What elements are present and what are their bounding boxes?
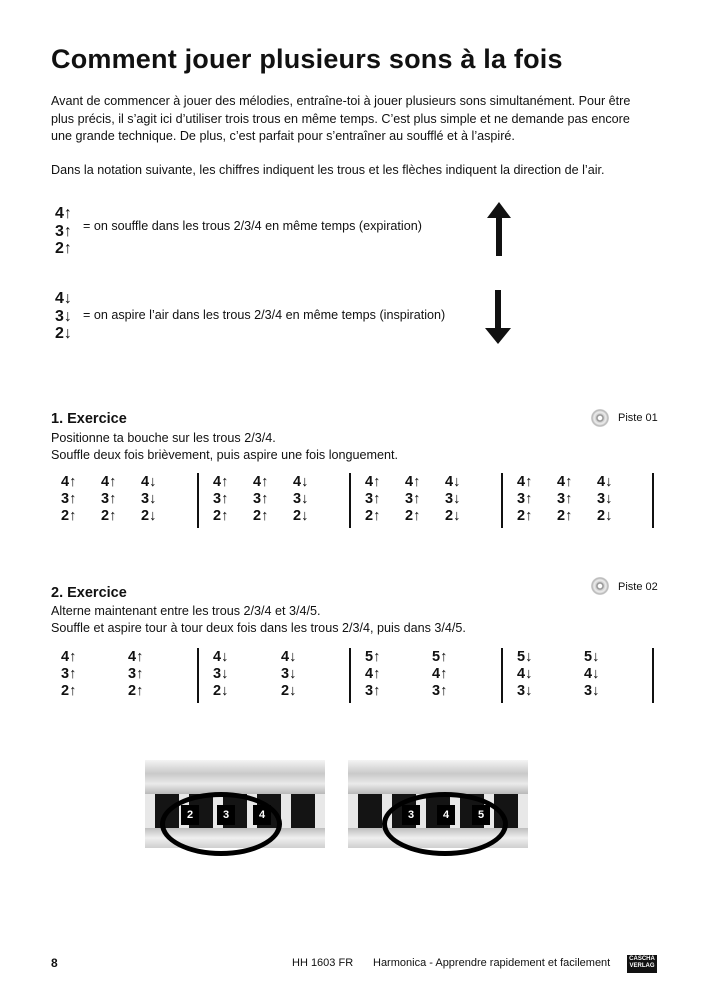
note: 4↑	[517, 474, 533, 490]
note: 3↑	[213, 491, 229, 507]
note: 2↑	[128, 683, 144, 699]
book-title: Harmonica - Apprendre rapidement et facilement	[373, 957, 611, 969]
bar-line	[349, 648, 351, 703]
note: 4↓	[141, 474, 157, 490]
note: 3↑	[405, 491, 421, 507]
note: 2↓	[141, 508, 157, 524]
note: 3↑	[101, 491, 117, 507]
chord-column	[101, 474, 116, 525]
note: 5↑	[365, 649, 381, 665]
note: 4↑	[101, 474, 117, 490]
blow-description: = on souffle dans les trous 2/3/4 en même temps (expiration)	[83, 219, 422, 233]
intro-paragraph: Avant de commencer à jouer des mélodies, entraîne-toi à jouer plusieurs sons simultanément. Pour être plus précis, il s’agit ici d’utiliser trois trous en même temps. C’est plus simple et ne demande pas encore une grande technique. De plus, c’est parfait pour s’entraîner au soufflé et à l’aspiré.	[51, 94, 631, 143]
note: 3↑	[128, 666, 144, 682]
chord-column	[432, 649, 447, 700]
note: 4↓	[597, 474, 613, 490]
cd-icon[interactable]	[591, 577, 609, 595]
page-number: 8	[51, 956, 58, 970]
note: 4↓	[281, 649, 297, 665]
bar-line	[652, 648, 654, 703]
arrow-up-icon	[487, 202, 511, 256]
highlight-ring	[160, 792, 282, 856]
note: 4↑	[213, 474, 229, 490]
hole-label: 2	[181, 805, 199, 825]
exercise-2-instruction: Souffle et aspire tour à tour deux fois dans les trous 2/3/4, puis dans 3/4/5.	[51, 621, 466, 635]
note: 4↓	[213, 649, 229, 665]
exercise-1-instruction: Souffle deux fois brièvement, puis aspire une fois longuement.	[51, 448, 399, 462]
bar-line	[197, 473, 199, 528]
hole-label: 3	[217, 805, 235, 825]
note: 4↑	[128, 649, 144, 665]
bar-line	[501, 473, 503, 528]
note: 2↑	[405, 508, 421, 524]
notation-explanation: Dans la notation suivante, les chiffres indiquent les trous et les flèches indiquent la direction de l’air.	[51, 163, 605, 177]
exercise-2-instruction: Alterne maintenant entre les trous 2/3/4 et 3/4/5.	[51, 604, 321, 618]
note: 4↑	[365, 474, 381, 490]
note: 2↓	[281, 683, 297, 699]
track-label[interactable]: Piste 01	[618, 412, 658, 424]
chord-column	[141, 474, 156, 525]
note: 3↓	[213, 666, 229, 682]
note: 3↑	[365, 683, 381, 699]
note: 2↓	[213, 683, 229, 699]
chord-column	[281, 649, 296, 700]
chord-column	[213, 649, 228, 700]
note: 2↓	[293, 508, 309, 524]
note: 3↑	[557, 491, 573, 507]
chord-column	[517, 474, 532, 525]
chord-column	[584, 649, 599, 700]
chord-column	[597, 474, 612, 525]
hole-label: 5	[472, 805, 490, 825]
chord-column	[61, 649, 76, 700]
note: 3↑	[432, 683, 448, 699]
note: 2↑	[61, 508, 77, 524]
note: 4↑	[61, 649, 77, 665]
note: 2↑	[557, 508, 573, 524]
chord-column	[405, 474, 420, 525]
chord-column	[445, 474, 460, 525]
chord-column	[253, 474, 268, 525]
note: 4↑	[365, 666, 381, 682]
note: 3↓	[517, 683, 533, 699]
arrow-down-icon	[485, 290, 511, 344]
note: 2↑	[253, 508, 269, 524]
note: 3↑	[517, 491, 533, 507]
highlight-ring	[382, 792, 508, 856]
bar-line	[652, 473, 654, 528]
note: 4↑	[55, 205, 72, 222]
book-code: HH 1603 FR	[292, 957, 354, 969]
note: 4↓	[55, 290, 72, 307]
note: 2↑	[213, 508, 229, 524]
note: 3↑	[61, 491, 77, 507]
note: 2↓	[55, 325, 72, 342]
note: 4↓	[445, 474, 461, 490]
note: 2↑	[365, 508, 381, 524]
note: 3↓	[597, 491, 613, 507]
track-label[interactable]: Piste 02	[618, 581, 658, 593]
note: 5↓	[517, 649, 533, 665]
note: 3↑	[61, 666, 77, 682]
chord-column	[557, 474, 572, 525]
note: 2↓	[597, 508, 613, 524]
publisher-logo: CASCHA VERLAG	[627, 955, 657, 973]
note: 3↓	[141, 491, 157, 507]
bar-line	[349, 473, 351, 528]
note: 4↓	[584, 666, 600, 682]
cd-icon[interactable]	[591, 409, 609, 427]
note: 3↑	[55, 222, 72, 240]
note: 4↑	[253, 474, 269, 490]
chord-column	[213, 474, 228, 525]
note: 3↓	[55, 307, 72, 325]
chord-column	[365, 649, 380, 700]
hole-label: 4	[437, 805, 455, 825]
chord-column	[293, 474, 308, 525]
note: 2↑	[101, 508, 117, 524]
exercise-1-instruction: Positionne ta bouche sur les trous 2/3/4.	[51, 431, 276, 445]
exercise-1-title: 1. Exercice	[51, 411, 127, 427]
page-title: Comment jouer plusieurs sons à la fois	[51, 44, 563, 74]
note: 2↑	[55, 240, 72, 257]
bar-line	[197, 648, 199, 703]
note: 3↓	[293, 491, 309, 507]
note: 4↑	[432, 666, 448, 682]
note: 3↓	[281, 666, 297, 682]
note: 3↑	[365, 491, 381, 507]
note: 3↓	[445, 491, 461, 507]
blow-notation	[55, 205, 72, 258]
note: 3↑	[253, 491, 269, 507]
chord-column	[365, 474, 380, 525]
draw-description: = on aspire l’air dans les trous 2/3/4 en même temps (inspiration)	[83, 308, 446, 322]
chord-column	[128, 649, 143, 700]
note: 2↑	[517, 508, 533, 524]
draw-notation	[55, 290, 72, 343]
note: 4↑	[61, 474, 77, 490]
chord-column	[61, 474, 76, 525]
bar-line	[501, 648, 503, 703]
note: 4↑	[557, 474, 573, 490]
chord-column	[517, 649, 532, 700]
note: 5↓	[584, 649, 600, 665]
exercise-2-title: 2. Exercice	[51, 585, 127, 601]
note: 5↑	[432, 649, 448, 665]
hole-label: 3	[402, 805, 420, 825]
note: 4↓	[293, 474, 309, 490]
note: 4↓	[517, 666, 533, 682]
note: 2↓	[445, 508, 461, 524]
note: 2↑	[61, 683, 77, 699]
note: 3↓	[584, 683, 600, 699]
hole-label: 4	[253, 805, 271, 825]
note: 4↑	[405, 474, 421, 490]
